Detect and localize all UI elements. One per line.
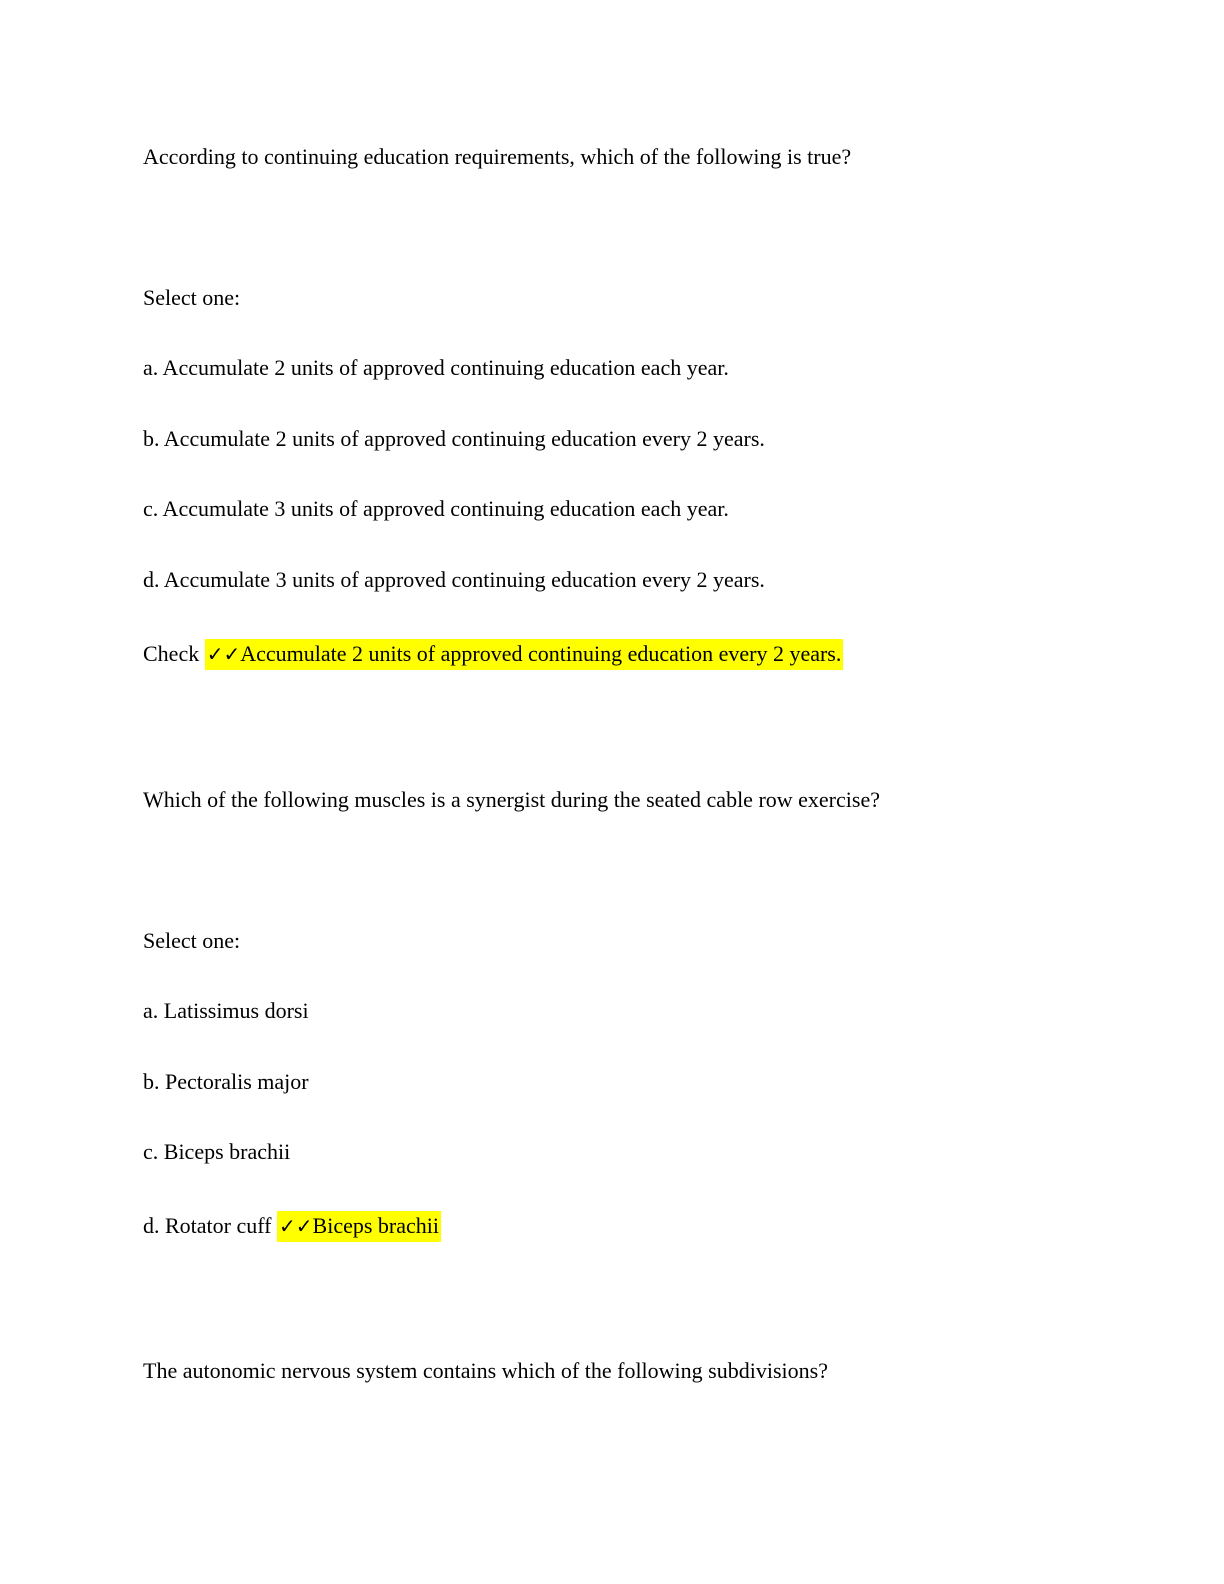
answer-prefix: Check — [143, 641, 200, 666]
double-check-icon: ✓✓ — [206, 642, 241, 666]
answer-highlight — [205, 639, 844, 670]
question-2-answer-line — [143, 1213, 441, 1239]
question-1-option-d: d. Accumulate 3 units of approved continuing education every 2 years. — [143, 567, 765, 592]
double-check-icon: ✓✓ — [279, 1214, 313, 1238]
correct-answer: Biceps brachii — [312, 1213, 439, 1238]
question-3-prompt: The autonomic nervous system contains which of the following subdivisions? — [143, 1358, 828, 1383]
question-1-option-b: b. Accumulate 2 units of approved continuing education every 2 years. — [143, 426, 765, 451]
question-1-option-a: a. Accumulate 2 units of approved continuing education each year. — [143, 355, 729, 380]
question-2-option-b: b. Pectoralis major — [143, 1069, 309, 1094]
question-2-option-d: d. Rotator cuff — [143, 1213, 272, 1238]
question-2-option-a: a. Latissimus dorsi — [143, 998, 309, 1023]
question-1-prompt: According to continuing education requirements, which of the following is true? — [143, 144, 852, 169]
correct-answer: Accumulate 2 units of approved continuing education every 2 years. — [240, 641, 842, 666]
question-2-option-c: c. Biceps brachii — [143, 1139, 291, 1164]
question-2-prompt: Which of the following muscles is a synergist during the seated cable row exercise? — [143, 787, 880, 812]
answer-highlight — [277, 1211, 441, 1242]
question-1-answer-line — [143, 641, 843, 667]
question-2-select-label: Select one: — [143, 928, 241, 953]
question-1-option-c: c. Accumulate 3 units of approved continuing education each year. — [143, 496, 729, 521]
question-1-select-label: Select one: — [143, 285, 241, 310]
